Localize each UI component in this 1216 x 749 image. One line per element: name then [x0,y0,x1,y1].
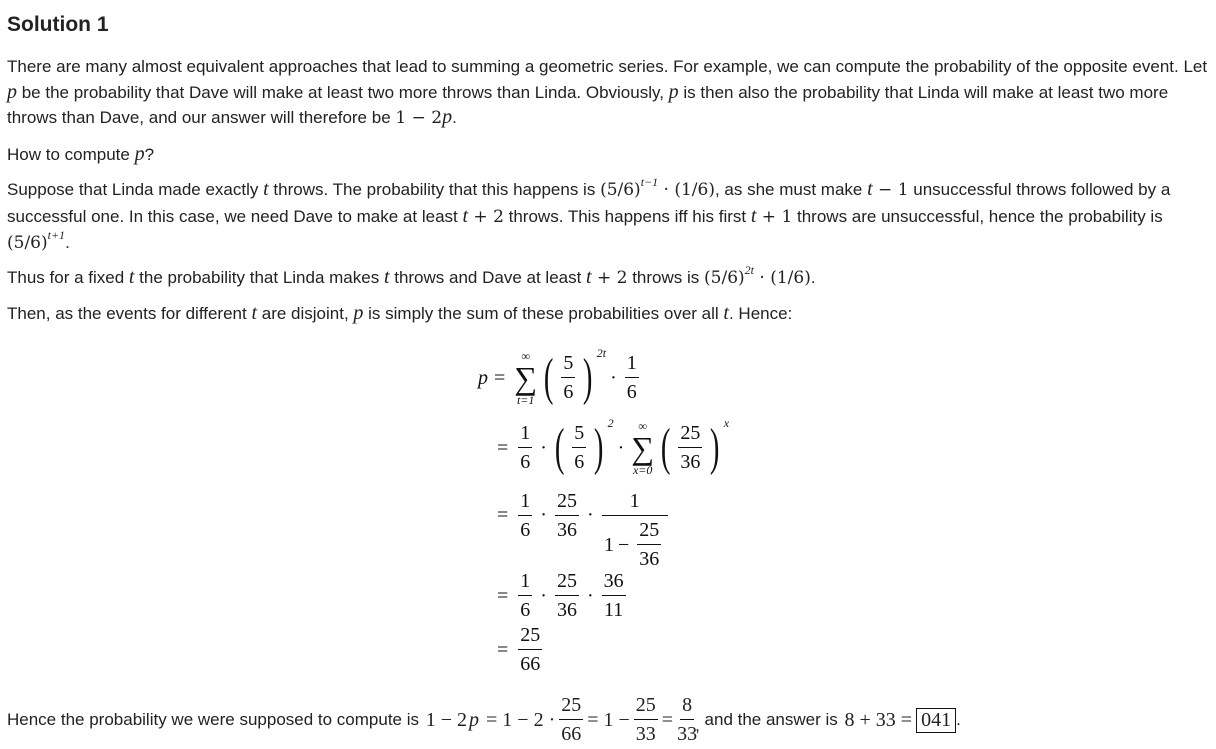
math-expr: = 1 − 2 · [481,708,556,731]
math-base: (5/6) [7,233,48,253]
math-var: p [442,106,453,128]
math-var: p [134,143,145,165]
math-var: t [462,204,469,227]
summation [631,420,654,476]
paragraph-disjoint-events [7,301,1212,327]
math-base: + 2 [468,206,504,227]
math-exponent: t+1 [47,228,66,242]
fraction [677,694,697,746]
math-var: t [867,178,873,200]
denominator: 6 [520,599,531,621]
exponent: 2t [596,346,607,360]
fraction [559,694,583,746]
math-expr [754,268,811,288]
math-var: t [251,302,258,324]
dot-operator: · [586,504,594,526]
math-expr: 1 − 2 [425,708,468,731]
fraction [634,694,658,746]
numerator: 25 [518,624,542,650]
equation-row-4 [491,570,630,622]
text-run: , [695,716,700,735]
numerator: 1 [625,352,639,378]
equation-row-1 [478,346,643,407]
math-base: 1 − 2 [395,108,443,128]
math-base: (5/6) [600,180,641,200]
exponent: x [723,416,730,430]
math-expr: = [661,708,674,731]
numerator: 1 [518,570,532,596]
text-run: Then, as the events for different [7,304,252,323]
math-base: · (1/6) [753,268,811,288]
math-expr [468,207,504,227]
text-run: throws. The probability that this happens is [268,180,601,199]
denominator-term: 1 [603,533,614,556]
math-base: · (1/6) [658,180,715,200]
denominator: 6 [574,451,585,473]
numerator: 5 [561,352,575,378]
text-run: are disjoint, [257,304,354,323]
text-run: unsuccessful throws followed by a successful one. In this case, we need Dave to make at least [7,180,1171,226]
fraction [572,422,586,474]
equals-sign: = [497,504,509,526]
dot-operator: · [586,584,594,607]
equals-sign: = [494,366,506,389]
math-expr [395,108,442,128]
sum-lower-limit: t=1 [516,393,535,407]
numerator: 1 [602,490,668,516]
fraction [555,490,579,542]
numerator: 25 [555,570,579,596]
numerator: 5 [572,422,586,448]
math-var: p [353,302,364,324]
denominator: 36 [639,548,660,570]
math-expr: 8 + 33 = [844,708,913,731]
text-run: throws are unsuccessful, hence the probability is [792,206,1163,226]
math-expr: = 1 − [587,708,630,731]
text-run: is then also the probability that Linda will make at least two more throws than Dave, and our answer will therefore be [7,82,1169,127]
paragraph-how-to-compute [7,142,1212,168]
text-run: Suppose that Linda made exactly [7,180,264,199]
text-run: How to compute [7,145,135,164]
text-run: . [65,233,70,252]
math-base: (5/6) [704,268,745,288]
text-run: be the probability that Dave will make at least two more throws than Linda. Obviously, [17,82,669,102]
text-run: and the answer is [699,710,843,729]
text-run: . Hence: [728,304,793,323]
equation-row-2 [491,416,730,477]
math-var: t [263,178,269,200]
fraction [637,519,661,571]
dot-operator: · [617,436,625,459]
math-base: + 1 [756,206,793,227]
fraction [518,570,532,622]
fraction [518,624,542,676]
left-paren: ( [660,419,671,476]
sum-upper-limit: ∞ [521,349,530,363]
numerator: 8 [680,694,694,720]
text-run: There are many almost equivalent approaches that lead to summing a geometric series. For example, we can compute the probability of the opposite event. Let [7,57,1208,76]
math-var: p [668,80,679,103]
text-run: the probability that Linda makes [134,268,384,287]
minus-sign: − [617,533,630,556]
text-run: is simply the sum of these probabilities over all [363,304,724,323]
right-paren: ) [583,349,593,406]
math-expr [7,228,66,253]
denominator: 33 [677,723,698,745]
exponent: 2 [607,416,614,430]
denominator: 66 [561,723,582,745]
denominator [604,516,665,571]
sigma-symbol: ∑ [514,360,538,396]
denominator: 66 [520,653,541,675]
dot-operator: · [540,436,547,459]
dot-operator: · [540,504,547,526]
math-expr [600,175,659,200]
sigma-symbol: ∑ [631,430,655,466]
math-var: t [723,302,729,324]
fraction [625,352,639,404]
paragraph-linda-throws [7,177,1212,257]
left-paren: ( [554,419,565,476]
text-run: Thus for a fixed [7,268,129,287]
math-exponent: t−1 [640,175,659,189]
denominator: 36 [556,599,577,621]
numerator: 1 [518,422,532,448]
denominator: 6 [563,381,574,403]
math-var: t [586,266,592,288]
math-expr [873,180,909,200]
fraction [561,352,575,404]
equals-sign: = [497,638,509,661]
fraction [678,422,702,474]
math-exponent: 2t [744,263,754,277]
fraction [518,490,532,542]
fraction [602,490,668,571]
numerator: 25 [637,519,661,545]
numerator: 25 [678,422,702,448]
sum-upper-limit: ∞ [638,419,647,433]
text-run: throws and Dave at least [389,268,587,287]
math-var: t [128,266,135,288]
denominator: 33 [635,723,656,745]
equals-sign: = [497,436,509,459]
sum-lower-limit: x=0 [632,463,653,477]
fraction [518,422,532,474]
equation-row-3 [491,490,672,571]
fraction [602,570,626,622]
denominator: 11 [603,599,624,621]
math-var: p [478,366,488,389]
math-expr [592,268,628,288]
math-var: t [383,266,390,288]
numerator: 25 [555,490,579,516]
math-expr [658,180,715,200]
text-run: . [452,108,457,127]
denominator: 6 [626,381,637,403]
math-expr [756,207,792,227]
math-base: + 2 [591,268,628,288]
numerator: 36 [602,570,626,596]
denominator: 36 [680,451,701,473]
text-run: ? [144,145,155,164]
math-expr [704,263,754,288]
numerator: 25 [634,694,658,720]
denominator: 6 [520,451,531,473]
equation-row-5 [491,624,546,676]
equals-sign: = [497,584,509,607]
numerator: 25 [559,694,583,720]
text-run: . [810,268,816,287]
right-paren: ) [594,419,604,476]
text-run: , as she must make [714,180,868,199]
math-var: p [469,708,480,731]
dot-operator: · [540,584,547,607]
denominator: 6 [520,519,531,541]
denominator: 36 [556,519,577,541]
math-var: p [7,80,17,103]
math-var: t [750,204,757,227]
final-sentence [7,694,961,746]
math-base: − 1 [872,180,909,200]
text-run: . [956,710,961,729]
text-run: throws. This happens iff his first [503,206,751,226]
left-paren: ( [543,349,554,406]
dot-operator: · [610,366,617,389]
paragraph-fixed-t [7,265,1212,292]
numerator: 1 [518,490,532,516]
text-run: Hence the probability we were supposed to compute is [7,710,424,729]
boxed-answer: 041 [916,708,956,733]
solution-title: Solution 1 [7,13,109,36]
text-run: throws is [627,268,705,287]
summation [514,350,537,406]
fraction [555,570,579,622]
right-paren: ) [710,419,720,476]
paragraph-intro [7,54,1212,132]
